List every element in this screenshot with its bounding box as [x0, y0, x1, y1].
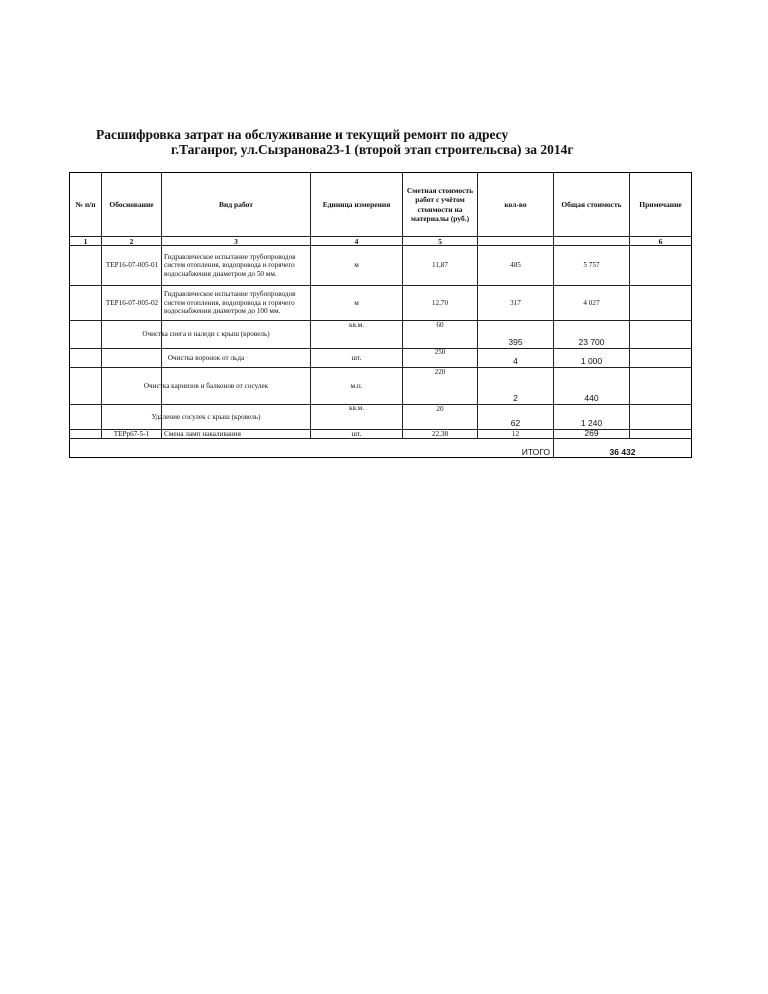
total-label: ИТОГО: [521, 446, 550, 457]
table-border-bottom: [69, 457, 692, 458]
header-estimated-cost: Сметная стоимость работ с учётом стоимости на материалы (руб.): [406, 185, 474, 223]
row-unit: кв.м.: [348, 404, 365, 413]
header-basis: Обоснование: [109, 199, 154, 209]
header-quantity: кол-во: [504, 199, 527, 209]
row-quantity: 395: [508, 337, 523, 347]
row-unit: м: [354, 261, 359, 270]
row-work-type: Очистка снега и наледи с крыш (кровель): [142, 330, 270, 339]
row-work-type: Гидравлическое испытание трубопроводов систем отопления, водопровода и горячего водоснабжения диаметром до 100 мм.: [164, 290, 296, 316]
row-basis: ТЕР16-07-005-01: [105, 261, 159, 270]
row-work-type: Очистка карнизов и балконов от сосулек: [143, 381, 269, 390]
row-cost: 22,38: [431, 430, 449, 438]
column-number: 2: [129, 237, 134, 245]
column-number: 3: [234, 237, 238, 245]
column-number: 4: [354, 237, 359, 245]
row-quantity: 2: [513, 393, 518, 403]
row-unit: шт.: [351, 353, 362, 362]
table-border-right: [691, 172, 692, 458]
row-total: 23 700: [578, 337, 605, 347]
header-unit: Единица измерения: [322, 199, 391, 209]
row-quantity: 317: [510, 298, 521, 307]
row-total: 440: [584, 393, 599, 403]
row-cost: 250: [434, 348, 446, 357]
row-total: 1 240: [580, 418, 603, 428]
row-total: 1 000: [580, 356, 603, 366]
row-unit: м: [354, 298, 359, 307]
row-work-type: Очистка воронок от льда: [167, 353, 245, 362]
row-basis: ТЕРр67-5-1: [113, 430, 150, 438]
row-quantity: 485: [510, 261, 521, 270]
row-divider: [69, 438, 692, 439]
row-quantity: 12: [511, 430, 520, 438]
document-title-line-2: г.Таганрог, ул.Сызранова23-1 (второй этап строительсва) за 2014г: [171, 142, 574, 157]
row-work-type: Смена ламп накаливания: [164, 430, 241, 438]
row-unit: кв.м.: [348, 321, 365, 329]
document-title-line-1: Расшифровка затрат на обслуживание и текущий ремонт по адресу: [96, 127, 509, 142]
row-unit: м.п.: [350, 381, 363, 390]
row-quantity: 62: [510, 418, 521, 428]
column-number: 1: [83, 237, 88, 245]
row-work-type: Удаление сосулек с крыш (кровель): [151, 412, 261, 421]
row-cost: 12,70: [431, 298, 449, 307]
row-total: 4 027: [583, 298, 600, 307]
header-total-cost: Общая стоимость: [561, 199, 622, 209]
row-unit: шт.: [351, 430, 362, 438]
row-quantity: 4: [513, 356, 518, 366]
row-basis: ТЕР16-07-005-02: [105, 298, 159, 307]
column-number: 6: [658, 237, 663, 245]
row-cost: 60: [436, 321, 444, 329]
header-note: Примечание: [639, 199, 682, 209]
header-work-type: Вид работ: [219, 199, 253, 209]
row-cost: 20: [436, 405, 444, 414]
row-cost: 11,87: [432, 261, 448, 270]
header-number: № п/п: [75, 199, 96, 209]
column-number: 5: [438, 237, 442, 245]
row-total: 269: [584, 428, 599, 438]
row-cost: 220: [434, 368, 446, 377]
row-total: 5 757: [583, 261, 600, 270]
row-work-type: Гидравлическое испытание трубопроводов систем отопления, водопровода и горячего водоснабжения диаметром до 50 мм.: [164, 252, 296, 278]
total-value: 36 432: [609, 446, 636, 457]
